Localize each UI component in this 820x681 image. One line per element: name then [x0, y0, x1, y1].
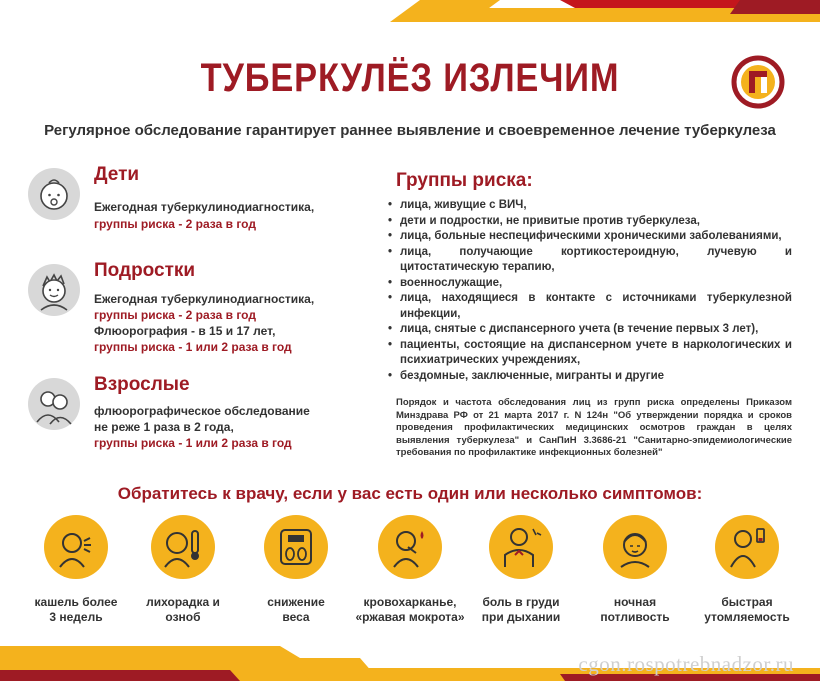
chest-pain-icon	[489, 515, 553, 579]
page-title: ТУБЕРКУЛЁЗ ИЗЛЕЧИМ	[200, 56, 620, 100]
group-line: Флюорография - в 15 и 17 лет,	[94, 324, 276, 338]
group-line: флюорографическое обследование	[94, 404, 310, 418]
symptom-label: лихорадка и озноб	[146, 595, 220, 624]
risk-item: • бездомные, заключенные, мигранты и другие	[386, 369, 792, 385]
page-subtitle: Регулярное обследование гарантирует раннее выявление и своевременное лечение туберкулеза	[44, 122, 776, 139]
group-title: Дети	[94, 164, 140, 185]
risk-item: • лица, находящиеся в контакте с источниками туберкулезной инфекции,	[386, 291, 792, 322]
teen-face-icon	[28, 264, 80, 316]
symptom-cough	[21, 515, 131, 625]
symptom-hemoptysis	[355, 515, 465, 625]
group-title: Подростки	[94, 260, 196, 281]
cough-icon	[44, 515, 108, 579]
symptom-night-sweat	[580, 515, 690, 625]
risk-item: • пациенты, состоящие на диспансерном учете в наркологических и психиатрических учреждениях,	[386, 338, 792, 369]
symptom-label: быстрая утомляемость	[704, 595, 790, 624]
symptom-chest-pain	[466, 515, 576, 625]
night-sweat-icon	[603, 515, 667, 579]
group-line: Ежегодная туберкулинодиагностика,	[94, 200, 315, 214]
baby-face-icon	[28, 168, 80, 220]
symptoms-heading: Обратитесь к врачу, если у вас есть один или несколько симптомов:	[117, 484, 703, 503]
risk-item: • дети и подростки, не привитые против туберкулеза,	[386, 214, 792, 230]
scale-icon	[264, 515, 328, 579]
fever-thermometer-icon	[151, 515, 215, 579]
risk-title: Группы риска:	[396, 170, 533, 191]
risk-footnote: Порядок и частота обследования лиц из групп риска определены Приказом Минздрава РФ от 21 марта 2017 г. N 124н "Об утверждении порядка и сроков проведения профилактических медицинских осмотров граждан в целях выявления туберкулеза" и СанПиН 3.3686-21 "Санитарно-эпидемиологические требования по профилактике инфекционных болезней"	[396, 397, 792, 458]
risk-item: • военнослужащие,	[386, 276, 792, 292]
blood-cough-icon	[378, 515, 442, 579]
risk-item: • лица, снятые с диспансерного учета (в течение первых 3 лет),	[386, 322, 792, 338]
symptom-label: боль в груди при дыхании	[481, 595, 561, 624]
top-stripes	[0, 0, 820, 40]
symptom-fatigue	[692, 515, 802, 625]
adults-icon	[28, 378, 80, 430]
group-line: группы риска - 2 раза в год	[94, 217, 256, 231]
risk-item: • лица, больные неспецифическими хроническими заболеваниями,	[386, 229, 792, 245]
group-line: Ежегодная туберкулинодиагностика,	[94, 292, 315, 306]
watermark: cgon.rospotrebnadzor.ru	[578, 652, 794, 676]
symptom-label: кровохарканье, «ржавая мокрота»	[355, 595, 465, 624]
fatigue-icon	[715, 515, 779, 579]
risk-item: • лица, живущие с ВИЧ,	[386, 198, 792, 214]
risk-list	[386, 198, 792, 384]
group-line: не реже 1 раза в 2 года,	[94, 420, 234, 434]
symptom-label: кашель более 3 недель	[34, 595, 118, 624]
symptom-fever	[128, 515, 238, 625]
risk-item: • лица, получающие кортикостероидную, лучевую и цитостатическую терапию,	[386, 245, 792, 276]
symptom-weight	[241, 515, 351, 625]
group-title: Взрослые	[94, 374, 190, 395]
group-line: группы риска - 1 или 2 раза в год	[94, 436, 292, 450]
symptom-label: ночная потливость	[600, 595, 670, 624]
group-line: группы риска - 2 раза в год	[94, 308, 256, 322]
symptom-label: снижение веса	[267, 595, 325, 624]
group-line: группы риска - 1 или 2 раза в год	[94, 340, 292, 354]
logo-icon	[731, 55, 785, 109]
